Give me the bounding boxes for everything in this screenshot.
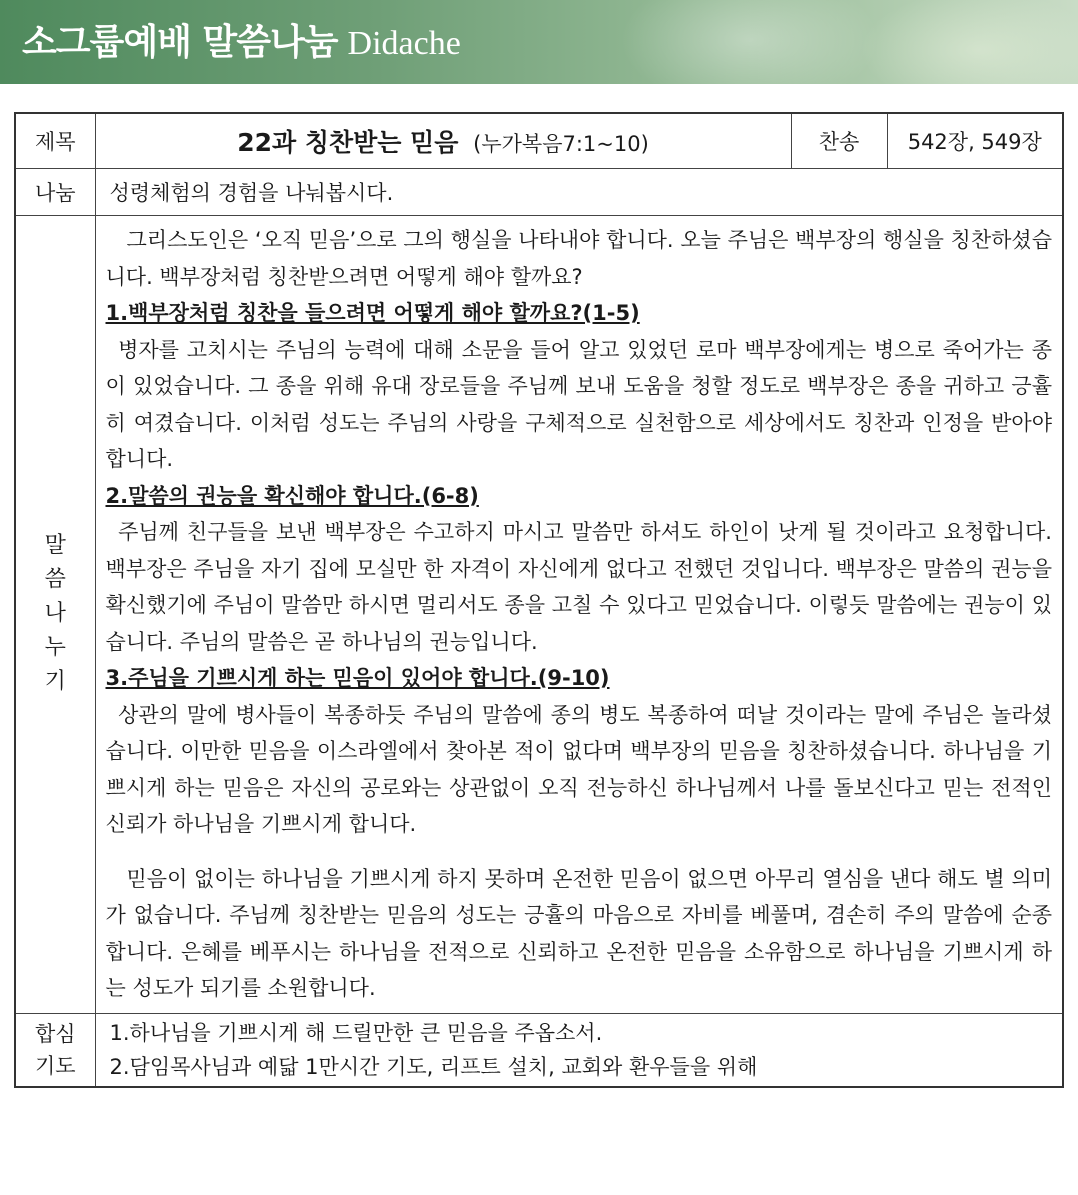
lesson-title: 22과 칭찬받는 믿음 <box>237 128 459 157</box>
page-title-korean: 소그룹예배 말씀나눔 <box>22 22 338 63</box>
page-title-latin: Didache <box>347 25 461 62</box>
scripture-reference: (누가복음7:1~10) <box>473 132 649 156</box>
section-heading-3: 3.주님을 기쁘시게 하는 믿음이 있어야 합니다.(9-10) <box>105 666 610 690</box>
hymn-value: 542장, 549장 <box>887 113 1063 169</box>
section-body-1: 병자를 고치시는 주님의 능력에 대해 소문을 들어 알고 있었던 로마 백부장에게는 병으로 죽어가는 종이 있었습니다. 그 종을 위해 유대 장로들을 주님께 보내 도움을 청할 정도로 백부장은 종을 귀하고 긍휼히 여겼습니다. 이처럼 성도는 주님의 사랑을 구체적으로 실천함으로 세상에서도 칭찬과 인정을 받아야 합니다. <box>105 337 1052 471</box>
title-row <box>15 113 1063 169</box>
message-label <box>15 216 95 1014</box>
worksheet-table <box>14 112 1064 1088</box>
prayer-label-line: 합심 <box>34 1021 76 1046</box>
banner-decoration <box>860 0 1078 84</box>
lesson-title-cell <box>95 113 791 169</box>
prayer-label <box>15 1013 95 1087</box>
prayer-item-2: 2.담임목사님과 예닯 1만시간 기도, 리프트 설치, 교회와 환우들을 위해 <box>109 1054 758 1079</box>
intro-paragraph: 그리스도인은 ‘오직 믿음’으로 그의 행실을 나타내야 합니다. 오늘 주님은 백부장의 행실을 칭찬하셨습니다. 백부장처럼 칭찬받으려면 어떻게 해야 할까요? <box>105 228 1052 289</box>
page-title <box>22 14 461 65</box>
paragraph-gap <box>106 843 1053 861</box>
share-text: 성령체험의 경험을 나눠봅시다. <box>95 169 1063 216</box>
title-label: 제목 <box>15 113 95 169</box>
share-row <box>15 169 1063 216</box>
message-label-char: 나 <box>44 601 66 627</box>
prayer-row <box>15 1013 1063 1087</box>
header-banner <box>0 0 1078 84</box>
banner-decoration <box>620 0 880 84</box>
message-label-char: 씀 <box>44 567 66 593</box>
message-label-char: 기 <box>44 669 66 695</box>
prayer-label-line: 기도 <box>34 1053 76 1078</box>
section-body-2: 주님께 친구들을 보낸 백부장은 수고하지 마시고 말씀만 하셔도 하인이 낫게 될 것이라고 요청합니다. 백부장은 주님을 자기 집에 모실만 한 자격이 자신에게 없다고 전했던 것입니다. 백부장은 말씀의 권능을 확신했기에 주님이 말씀만 하시면 멀리서도 종을 고칠 수 있다고 믿었습니다. 이렇듯 말씀에는 권능이 있습니다. 주님의 말씀은 곧 하나님의 권능입니다. <box>105 520 1052 654</box>
section-heading-1: 1.백부장처럼 칭찬을 들으려면 어떻게 해야 할까요?(1-5) <box>105 301 640 325</box>
message-label-char: 말 <box>44 533 66 559</box>
closing-paragraph: 믿음이 없이는 하나님을 기쁘시게 하지 못하며 온전한 믿음이 없으면 아무리 열심을 낸다 해도 별 의미가 없습니다. 주님께 칭찬받는 믿음의 성도는 긍휼의 마음으로 자비를 베풀며, 겸손히 주의 말씀에 순종합니다. 은혜를 베푸시는 하나님을 전적으로 신뢰하고 온전한 믿음을 소유함으로 하나님을 기쁘시게 하는 성도가 되기를 소원합니다. <box>105 866 1052 1000</box>
prayer-item-1: 1.하나님을 기쁘시게 해 드릴만한 큰 믿음을 주옵소서. <box>109 1020 603 1045</box>
message-body <box>95 216 1063 1014</box>
message-row <box>15 216 1063 1014</box>
section-heading-2: 2.말씀의 권능을 확신해야 합니다.(6-8) <box>105 483 479 508</box>
prayer-items <box>95 1013 1063 1087</box>
section-body-3: 상관의 말에 병사들이 복종하듯 주님의 말씀에 종의 병도 복종하여 떠날 것이라는 말에 주님은 놀라셨습니다. 이만한 믿음을 이스라엘에서 찾아본 적이 없다며 백부장의 믿음을 칭찬하셨습니다. 하나님을 기쁘시게 하는 믿음은 자신의 공로와는 상관없이 오직 전능하신 하나님께서 나를 돌보신다고 믿는 전적인 신뢰가 하나님을 기쁘시게 합니다. <box>105 702 1052 836</box>
message-label-char: 누 <box>44 635 66 661</box>
hymn-label: 찬송 <box>791 113 887 169</box>
share-label: 나눔 <box>15 169 95 216</box>
